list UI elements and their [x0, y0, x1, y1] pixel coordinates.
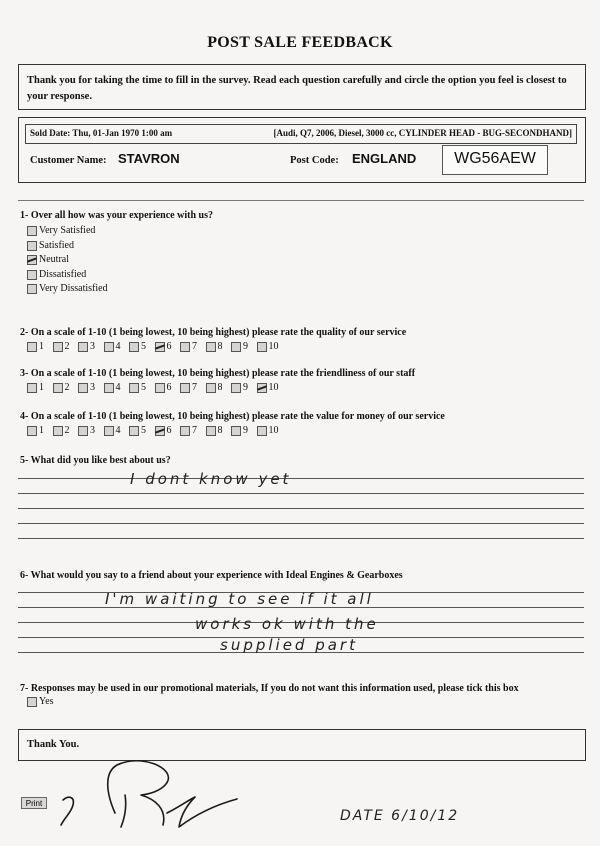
q2-option-8[interactable]: [206, 341, 232, 352]
sale-details-row: [25, 124, 577, 144]
q1-question: 1- Over all how was your experience with us?: [20, 210, 213, 221]
scale-label: 6: [166, 425, 172, 436]
q4-question: 4- On a scale of 1-10 (1 being lowest, 10 being highest) please rate the value for money of our service: [20, 411, 445, 422]
checkbox-marked[interactable]: [155, 426, 165, 436]
q4-option-1[interactable]: [27, 425, 53, 436]
checkbox[interactable]: [206, 342, 216, 352]
q4-option-3[interactable]: [78, 425, 104, 436]
q2-option-6[interactable]: [155, 341, 181, 352]
scale-label: 9: [243, 341, 248, 352]
checkbox[interactable]: [78, 342, 88, 352]
q4-option-9[interactable]: [231, 425, 257, 436]
checkbox[interactable]: [231, 383, 241, 393]
q5-question: 5- What did you like best about us?: [20, 455, 171, 466]
checkbox[interactable]: [180, 426, 190, 436]
checkbox[interactable]: [27, 270, 37, 280]
checkbox[interactable]: [27, 284, 37, 294]
scale-label: 7: [192, 425, 197, 436]
checkbox[interactable]: [231, 426, 241, 436]
postcode-label: Post Code:: [290, 155, 339, 166]
thanks-text: Thank You.: [27, 739, 80, 750]
q1-option-dissatisfied[interactable]: Dissatisfied: [27, 268, 108, 283]
q4-option-8[interactable]: [206, 425, 232, 436]
answer-line: [18, 478, 584, 479]
q3-option-1[interactable]: [27, 382, 53, 393]
customer-name-value: STAVRON: [118, 151, 180, 166]
customer-name-label: Customer Name:: [30, 155, 107, 166]
checkbox-marked[interactable]: [27, 255, 37, 265]
postcode-value: ENGLAND: [352, 151, 417, 166]
checkbox[interactable]: [104, 383, 114, 393]
q3-scale: [27, 382, 282, 393]
q4-option-4[interactable]: [104, 425, 130, 436]
scale-label: 2: [64, 382, 70, 393]
checkbox[interactable]: [129, 383, 139, 393]
q2-question: 2- On a scale of 1-10 (1 being lowest, 10 being highest) please rate the quality of our service: [20, 327, 407, 338]
q3-option-3[interactable]: [78, 382, 104, 393]
q3-option-7[interactable]: [180, 382, 206, 393]
q4-option-7[interactable]: [180, 425, 206, 436]
checkbox[interactable]: [104, 342, 114, 352]
signature-image: [55, 755, 255, 835]
product-description: [Audi, Q7, 2006, Diesel, 3000 cc, CYLINDER HEAD - BUG-SECONDHAND]: [273, 128, 572, 138]
scale-label: 6: [166, 382, 172, 393]
q5-handwritten-answer: I dont know yet: [130, 470, 292, 488]
q2-option-2[interactable]: [53, 341, 79, 352]
answer-line: [18, 523, 584, 524]
q2-option-7[interactable]: [180, 341, 206, 352]
checkbox[interactable]: [53, 426, 63, 436]
scale-label: 2: [64, 341, 70, 352]
print-button[interactable]: Print: [21, 797, 47, 809]
q4-option-10[interactable]: [257, 425, 283, 436]
scale-label: 10: [268, 382, 279, 393]
q3-question: 3- On a scale of 1-10 (1 being lowest, 10 being highest) please rate the friendliness of our staff: [20, 368, 416, 379]
scale-label: 7: [192, 341, 197, 352]
scale-label: 3: [90, 382, 95, 393]
checkbox[interactable]: [53, 383, 63, 393]
checkbox[interactable]: [129, 426, 139, 436]
q3-option-9[interactable]: [231, 382, 257, 393]
q3-option-6[interactable]: [155, 382, 181, 393]
checkbox[interactable]: [27, 383, 37, 393]
checkbox[interactable]: [155, 383, 165, 393]
answer-line: [18, 538, 584, 539]
scale-label: 3: [90, 341, 95, 352]
q3-option-10[interactable]: [257, 382, 283, 393]
q6-handwritten-line2: works ok with the: [195, 615, 379, 633]
q4-option-2[interactable]: [53, 425, 79, 436]
answer-line: [18, 493, 584, 494]
checkbox[interactable]: [27, 426, 37, 436]
checkbox[interactable]: [180, 383, 190, 393]
q7-question: 7- Responses may be used in our promotional materials, If you do not want this information used, please tick this box: [20, 683, 519, 694]
scale-label: 5: [141, 425, 146, 436]
scale-label: 5: [141, 382, 146, 393]
q4-option-6[interactable]: [155, 425, 181, 436]
scale-label: 7: [192, 382, 197, 393]
q6-question: 6- What would you say to a friend about your experience with Ideal Engines & Gearboxes: [20, 570, 403, 581]
checkbox[interactable]: [27, 342, 37, 352]
q2-option-1[interactable]: [27, 341, 53, 352]
q2-option-5[interactable]: [129, 341, 155, 352]
checkbox[interactable]: [104, 426, 114, 436]
q2-option-10[interactable]: [257, 341, 283, 352]
registration-box: [442, 145, 548, 175]
q7-option-yes[interactable]: Yes: [27, 696, 54, 707]
scale-label: 1: [39, 382, 44, 393]
q2-option-3[interactable]: [78, 341, 104, 352]
scale-label: 2: [64, 425, 70, 436]
checkbox[interactable]: [257, 342, 267, 352]
scale-label: 8: [217, 425, 223, 436]
q3-option-2[interactable]: [53, 382, 79, 393]
checkbox[interactable]: [27, 241, 37, 251]
page-title: POST SALE FEEDBACK: [207, 34, 393, 51]
checkbox[interactable]: [180, 342, 190, 352]
sold-date: Sold Date: Thu, 01-Jan 1970 1:00 am: [30, 128, 173, 138]
q1-option-neutral[interactable]: Neutral: [27, 253, 108, 268]
checkbox[interactable]: [27, 226, 37, 236]
scale-label: 3: [90, 425, 95, 436]
scale-label: 10: [268, 341, 279, 352]
q3-option-4[interactable]: [104, 382, 130, 393]
scale-label: 5: [141, 341, 146, 352]
scale-label: 8: [217, 341, 223, 352]
scale-label: 8: [217, 382, 223, 393]
q2-option-4[interactable]: [104, 341, 130, 352]
q2-option-9[interactable]: [231, 341, 257, 352]
scale-label: 6: [166, 341, 172, 352]
q2-scale: [27, 341, 282, 352]
q4-option-5[interactable]: [129, 425, 155, 436]
scale-label: 4: [115, 425, 121, 436]
divider: [18, 200, 584, 201]
checkbox[interactable]: [78, 426, 88, 436]
q6-handwritten-line1: I'm waiting to see if it all: [105, 590, 374, 608]
q1-option-very-satisfied[interactable]: Very Satisfied: [27, 224, 108, 239]
scale-label: 4: [115, 341, 121, 352]
checkbox-marked[interactable]: [257, 383, 267, 393]
scale-label: 1: [39, 341, 44, 352]
checkbox[interactable]: [129, 342, 139, 352]
checkbox[interactable]: [206, 383, 216, 393]
intro-text: Thank you for taking the time to fill in the survey. Read each question carefully and circle the option you feel is closest to your response.: [27, 75, 567, 102]
checkbox[interactable]: [78, 383, 88, 393]
checkbox[interactable]: [27, 697, 37, 707]
handwritten-date: DATE 6/10/12: [340, 808, 460, 824]
q3-option-8[interactable]: [206, 382, 232, 393]
scale-label: 4: [115, 382, 121, 393]
scale-label: 1: [39, 425, 44, 436]
checkbox-marked[interactable]: [155, 342, 165, 352]
checkbox[interactable]: [231, 342, 241, 352]
checkbox[interactable]: [257, 426, 267, 436]
q1-option-very-dissatisfied[interactable]: Very Dissatisfied: [27, 282, 108, 297]
q3-option-5[interactable]: [129, 382, 155, 393]
q1-options: [27, 224, 108, 297]
answer-line: [18, 508, 584, 509]
scale-label: 9: [243, 382, 248, 393]
intro-box: [18, 64, 586, 110]
q4-scale: [27, 425, 282, 436]
scale-label: 10: [268, 425, 279, 436]
q6-handwritten-line3: supplied part: [220, 636, 358, 654]
q1-option-satisfied[interactable]: Satisfied: [27, 239, 108, 254]
checkbox[interactable]: [206, 426, 216, 436]
checkbox[interactable]: [53, 342, 63, 352]
scale-label: 9: [243, 425, 248, 436]
registration-value: WG56AEW: [454, 150, 536, 167]
